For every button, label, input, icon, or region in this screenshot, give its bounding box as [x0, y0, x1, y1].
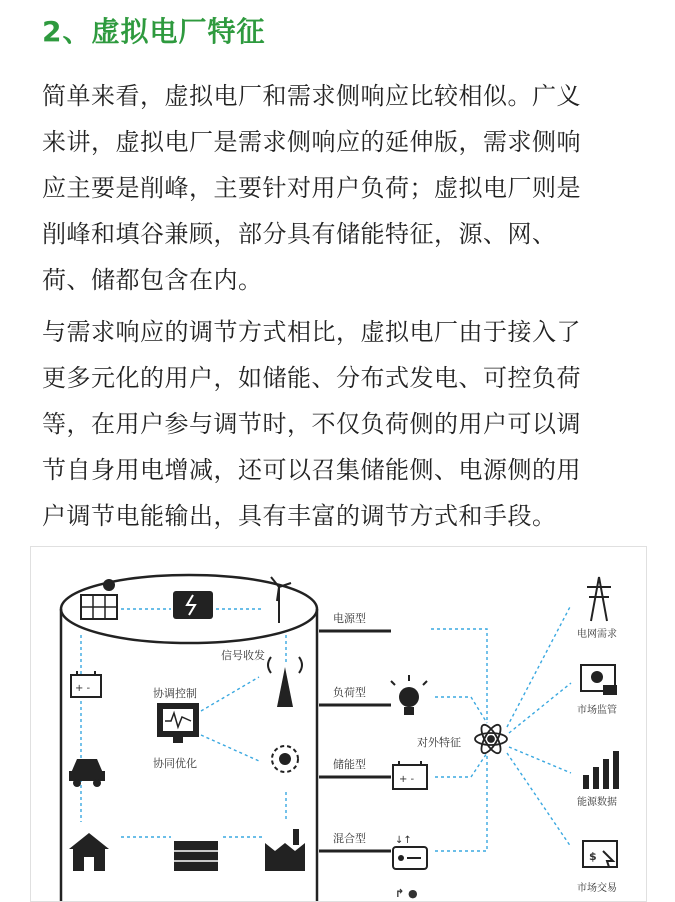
mixed-meter-icon	[393, 835, 427, 900]
factory-icon	[265, 829, 305, 871]
paragraph-2	[42, 309, 642, 539]
battery-icon	[71, 671, 101, 697]
type-label-load: 负荷型	[333, 686, 366, 699]
output-label-energy-data: 能源数据	[577, 797, 617, 808]
signal-label: 信号收发	[221, 649, 265, 662]
output-label-market-trading: 市场交易	[577, 883, 617, 894]
section-heading: 2、虚拟电厂特征	[42, 15, 266, 48]
type-label-storage: 储能型	[333, 758, 366, 771]
paragraph-1	[42, 73, 642, 303]
trading-screen-icon	[583, 841, 617, 867]
ev-car-icon	[69, 759, 105, 787]
svg-text:+ -: + -	[399, 774, 415, 785]
paragraph-line: 与需求响应的调节方式相比，虚拟电厂由于接入了	[42, 318, 581, 346]
battery-module-icon	[173, 591, 213, 619]
svg-text:+ -: + -	[75, 683, 91, 694]
gear-icon	[272, 746, 298, 772]
diagram-canvas	[31, 547, 646, 901]
storage-battery-icon	[393, 761, 427, 789]
svg-text:$: $	[589, 850, 597, 863]
bar-chart-icon	[583, 751, 619, 789]
type-label-power: 电源型	[333, 612, 366, 625]
type-connectors	[319, 631, 391, 851]
vpp-diagram	[30, 546, 647, 902]
building-icon	[174, 841, 218, 871]
coordinate-control-label: 协调控制	[153, 687, 197, 700]
collaborative-optimization-label: 协同优化	[153, 757, 197, 770]
power-tower-icon	[587, 577, 611, 621]
paragraph-line: 来讲，虚拟电厂是需求侧响应的延伸版，需求侧响	[42, 128, 581, 156]
paragraph-line: 等，在用户参与调节时，不仅负荷侧的用户可以调	[42, 410, 581, 438]
paragraph-line: 荷、储都包含在内。	[42, 266, 263, 294]
lightbulb-icon	[391, 675, 427, 715]
output-label-grid-demand: 电网需求	[577, 629, 617, 640]
paragraph-line: 节自身用电增减，还可以召集储能侧、电源侧的用	[42, 456, 581, 484]
external-label: 对外特征	[417, 736, 461, 749]
paragraph-line: 削峰和填谷兼顾，部分具有储能特征，源、网、	[42, 220, 557, 248]
market-monitor-icon	[581, 665, 617, 695]
signal-tower-icon	[268, 657, 302, 707]
output-label-market-supervision: 市场监管	[577, 705, 617, 716]
paragraph-line: 应主要是削峰，主要针对用户负荷；虚拟电厂则是	[42, 174, 581, 202]
svg-text:↓↑: ↓↑	[395, 835, 412, 846]
paragraph-line: 更多元化的用户，如储能、分布式发电、可控负荷	[42, 364, 581, 392]
monitor-icon	[157, 703, 199, 743]
svg-text:↱ ●: ↱ ●	[395, 887, 418, 900]
atom-icon	[475, 722, 507, 756]
house-icon	[69, 833, 109, 871]
paragraph-line: 简单来看，虚拟电厂和需求侧响应比较相似。广义	[42, 82, 581, 110]
paragraph-line: 户调节电能输出，具有丰富的调节方式和手段。	[42, 502, 557, 530]
type-label-mixed: 混合型	[333, 832, 366, 845]
